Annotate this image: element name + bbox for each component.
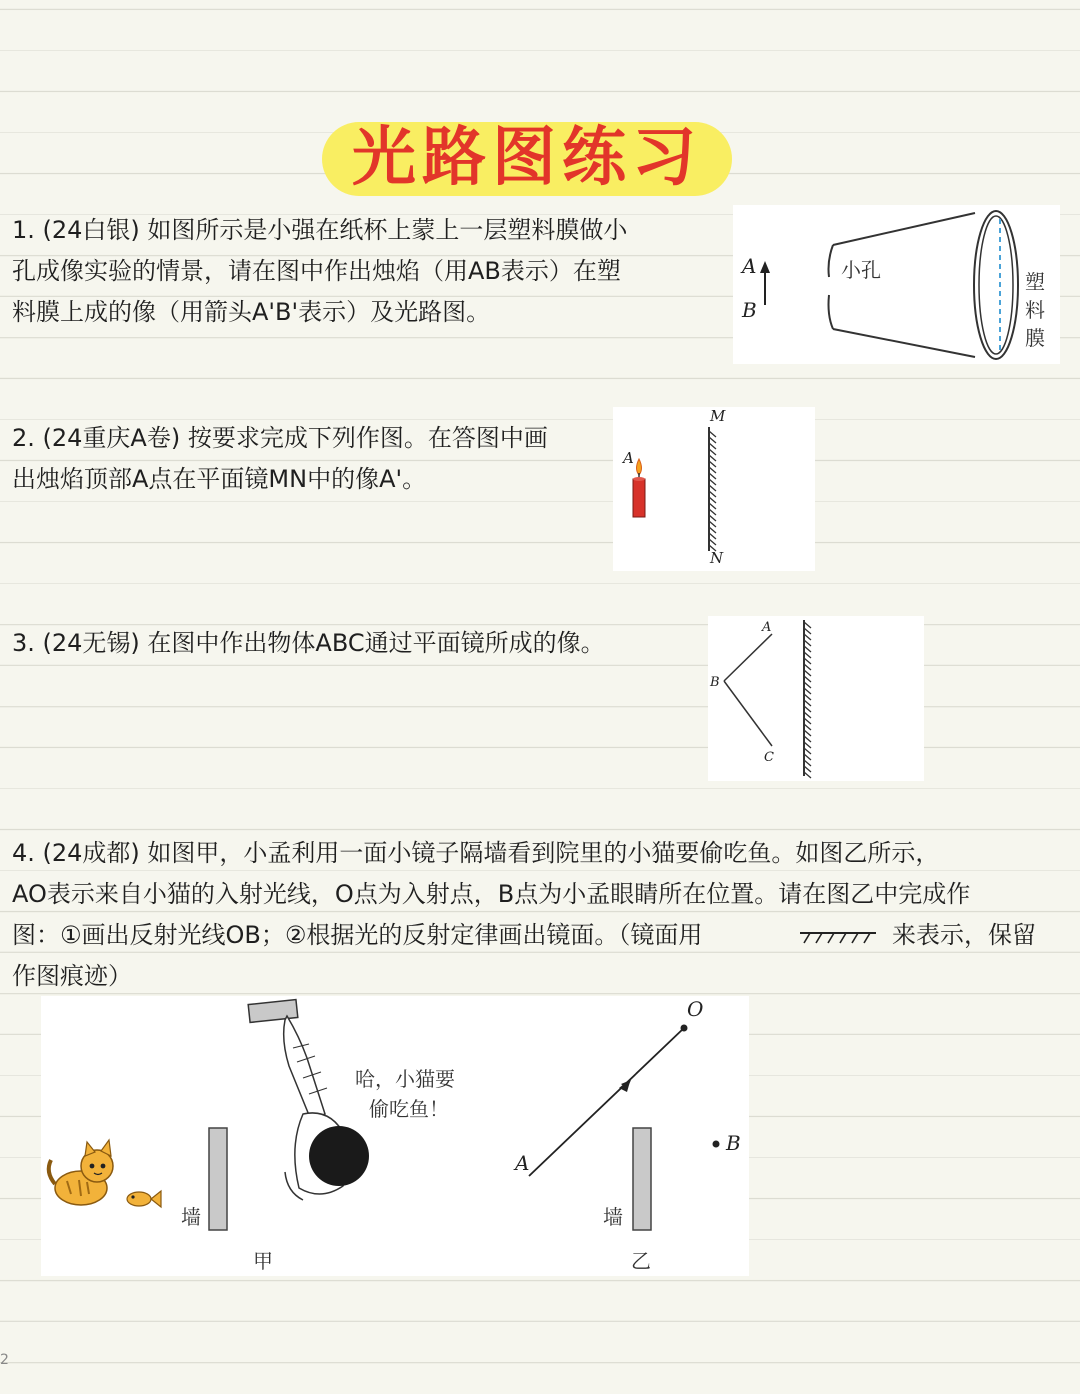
speech-line-2: 偷吃鱼！ bbox=[369, 1097, 449, 1121]
question-2-line-2: 出烛焰顶部A点在平面镜MN中的像A'。 bbox=[12, 465, 427, 493]
paper-cup bbox=[829, 211, 1019, 359]
label-b: B bbox=[742, 298, 757, 322]
object-abc bbox=[724, 634, 772, 746]
question-1-line-2: 孔成像实验的情景，请在图中作出烛焰（用AB表示）在塑 bbox=[12, 257, 621, 285]
wall-right bbox=[633, 1128, 651, 1230]
question-2-line-1: 2. (24重庆A卷) 按要求完成下列作图。在答图中画 bbox=[12, 424, 548, 452]
page-title bbox=[322, 118, 732, 198]
question-4-line-2: AO表示来自小猫的入射光线，O点为入射点，B点为小孟眼睛所在位置。请在图乙中完成作 bbox=[12, 880, 971, 908]
wall-left bbox=[209, 1128, 227, 1230]
film-label-1: 塑 bbox=[1025, 270, 1045, 294]
plane-mirror bbox=[804, 620, 811, 778]
film-label-3: 膜 bbox=[1025, 326, 1045, 350]
label-c: C bbox=[764, 750, 774, 765]
question-1-line-1: 1. (24白银) 如图所示是小强在纸杯上蒙上一层塑料膜做小 bbox=[12, 216, 628, 244]
hole-label: 小孔 bbox=[841, 258, 881, 282]
question-4-figure bbox=[41, 996, 749, 1276]
mirror-symbol-icon bbox=[796, 926, 880, 948]
candle-arrow-ab bbox=[760, 261, 770, 305]
question-4-line-3: 图：①画出反射光线OB；②根据光的反射定律画出镜面。（镜面用 bbox=[12, 921, 703, 949]
question-4-line-4: 作图痕迹） bbox=[12, 962, 132, 990]
label-b: B bbox=[726, 1131, 741, 1155]
label-jia: 甲 bbox=[253, 1249, 273, 1273]
label-o: O bbox=[687, 997, 704, 1021]
label-a: A bbox=[515, 1151, 530, 1175]
label-a: A bbox=[742, 254, 757, 278]
label-m: M bbox=[710, 407, 726, 425]
question-2-figure bbox=[613, 407, 815, 571]
wall-label-right: 墙 bbox=[603, 1205, 623, 1229]
question-3-line-1: 3. (24无锡) 在图中作出物体ABC通过平面镜所成的像。 bbox=[12, 629, 605, 657]
incident-ray-ao bbox=[529, 1028, 684, 1176]
film-label-2: 料 bbox=[1025, 298, 1045, 322]
label-a: A bbox=[623, 449, 634, 467]
label-b: B bbox=[710, 675, 720, 690]
question-3-figure bbox=[708, 616, 924, 781]
candle-icon bbox=[633, 459, 645, 517]
label-n: N bbox=[710, 549, 724, 567]
title-text: 光路图练习 bbox=[352, 121, 702, 195]
point-b bbox=[713, 1141, 720, 1148]
question-1-figure bbox=[733, 205, 1060, 364]
fish-icon bbox=[127, 1191, 161, 1207]
label-a: A bbox=[762, 620, 772, 635]
speech-line-1: 哈，小猫要 bbox=[355, 1067, 455, 1091]
label-yi: 乙 bbox=[631, 1249, 651, 1273]
question-4-line-3-tail: 来表示，保留 bbox=[892, 921, 1036, 949]
wall-label-left: 墙 bbox=[181, 1205, 201, 1229]
cat-icon bbox=[49, 1140, 113, 1205]
page-number: 2 bbox=[0, 1352, 9, 1368]
plane-mirror-mn bbox=[709, 427, 716, 551]
question-4-line-1: 4. (24成都) 如图甲，小孟利用一面小镜子隔墙看到院里的小猫要偷吃鱼。如图乙所示， bbox=[12, 839, 940, 867]
point-o bbox=[681, 1025, 688, 1032]
boy-icon bbox=[248, 1000, 369, 1200]
question-1-line-3: 料膜上成的像（用箭头A'B'表示）及光路图。 bbox=[12, 298, 491, 326]
